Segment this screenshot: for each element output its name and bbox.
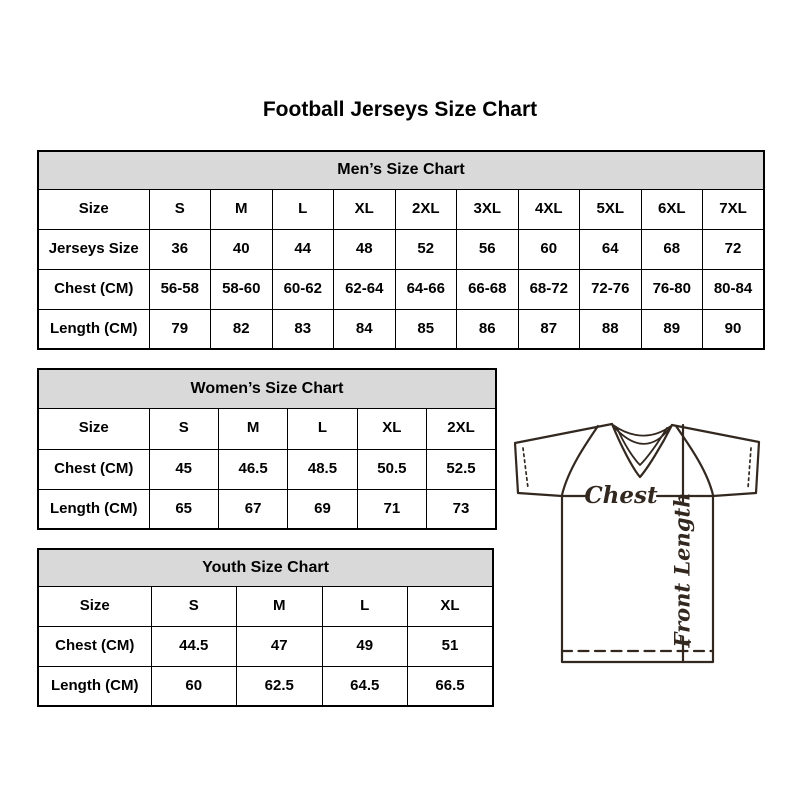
cell: 6XL: [641, 189, 703, 229]
row-label: Size: [38, 189, 149, 229]
cell: 62.5: [237, 666, 323, 706]
cell: 60: [518, 229, 580, 269]
cell: 50.5: [357, 449, 426, 489]
cell: 66.5: [408, 666, 494, 706]
cell: 76-80: [641, 269, 703, 309]
youth-size-chart-table: [37, 548, 494, 707]
jersey-measurement-diagram: [505, 415, 765, 670]
cell: 2XL: [427, 408, 496, 449]
cell: 48.5: [288, 449, 357, 489]
cell: 68-72: [518, 269, 580, 309]
cell: 36: [149, 229, 211, 269]
row-label: Size: [38, 408, 149, 449]
cell: XL: [408, 586, 494, 626]
cell: M: [237, 586, 323, 626]
mens-table: [37, 150, 765, 350]
front-length-label: Front Length: [669, 492, 695, 648]
cell: 88: [580, 309, 642, 349]
cell: 7XL: [703, 189, 765, 229]
cell: L: [288, 408, 357, 449]
row-label: Size: [38, 586, 151, 626]
cell: 4XL: [518, 189, 580, 229]
cell: 44: [272, 229, 334, 269]
cell: M: [218, 408, 287, 449]
cell: 64-66: [395, 269, 457, 309]
cell: 56: [457, 229, 519, 269]
row-label: Jerseys Size: [38, 229, 149, 269]
cell: 71: [357, 489, 426, 529]
cell: 90: [703, 309, 765, 349]
cell: 66-68: [457, 269, 519, 309]
jersey-collar-outer-v: [612, 424, 672, 477]
row-label: Chest (CM): [38, 626, 151, 666]
cell: 84: [334, 309, 396, 349]
cell: 56-58: [149, 269, 211, 309]
cell: 62-64: [334, 269, 396, 309]
jersey-outline: [515, 424, 759, 662]
cell: 80-84: [703, 269, 765, 309]
cell: XL: [357, 408, 426, 449]
page-title: Football Jerseys Size Chart: [262, 98, 538, 121]
cell: 44.5: [151, 626, 237, 666]
cell: 5XL: [580, 189, 642, 229]
cell: 87: [518, 309, 580, 349]
cell: S: [149, 189, 211, 229]
cell: L: [272, 189, 334, 229]
cell: 72: [703, 229, 765, 269]
cell: 2XL: [395, 189, 457, 229]
row-label: Length (CM): [38, 666, 151, 706]
cell: XL: [334, 189, 396, 229]
cell: 79: [149, 309, 211, 349]
row-label: Length (CM): [38, 309, 149, 349]
row-label: Chest (CM): [38, 269, 149, 309]
youth-table-title: Youth Size Chart: [38, 549, 493, 586]
left-cuff-stitch-line: [523, 448, 528, 488]
cell: 46.5: [218, 449, 287, 489]
mens-table-title: Men’s Size Chart: [38, 151, 764, 189]
cell: 40: [211, 229, 273, 269]
cell: 64: [580, 229, 642, 269]
womens-table: [37, 368, 497, 530]
cell: S: [151, 586, 237, 626]
cell: 86: [457, 309, 519, 349]
right-cuff-stitch-line: [748, 448, 751, 488]
jersey-right-sleeve-seam: [676, 426, 713, 495]
row-label: Chest (CM): [38, 449, 149, 489]
cell: 85: [395, 309, 457, 349]
womens-size-chart-table: [37, 368, 497, 530]
cell: 58-60: [211, 269, 273, 309]
cell: 60: [151, 666, 237, 706]
cell: L: [322, 586, 408, 626]
cell: 47: [237, 626, 323, 666]
chest-label: Chest: [584, 482, 658, 509]
cell: 60-62: [272, 269, 334, 309]
cell: 45: [149, 449, 218, 489]
cell: 48: [334, 229, 396, 269]
cell: 72-76: [580, 269, 642, 309]
cell: 83: [272, 309, 334, 349]
cell: 52: [395, 229, 457, 269]
cell: 51: [408, 626, 494, 666]
row-label: Length (CM): [38, 489, 149, 529]
cell: 67: [218, 489, 287, 529]
cell: 73: [427, 489, 496, 529]
youth-table: [37, 548, 494, 707]
cell: 65: [149, 489, 218, 529]
mens-size-chart-table: [37, 150, 765, 350]
cell: 68: [641, 229, 703, 269]
cell: 64.5: [322, 666, 408, 706]
cell: 69: [288, 489, 357, 529]
cell: 89: [641, 309, 703, 349]
cell: S: [149, 408, 218, 449]
cell: 52.5: [427, 449, 496, 489]
cell: 49: [322, 626, 408, 666]
cell: M: [211, 189, 273, 229]
cell: 3XL: [457, 189, 519, 229]
womens-table-title: Women’s Size Chart: [38, 369, 496, 408]
cell: 82: [211, 309, 273, 349]
